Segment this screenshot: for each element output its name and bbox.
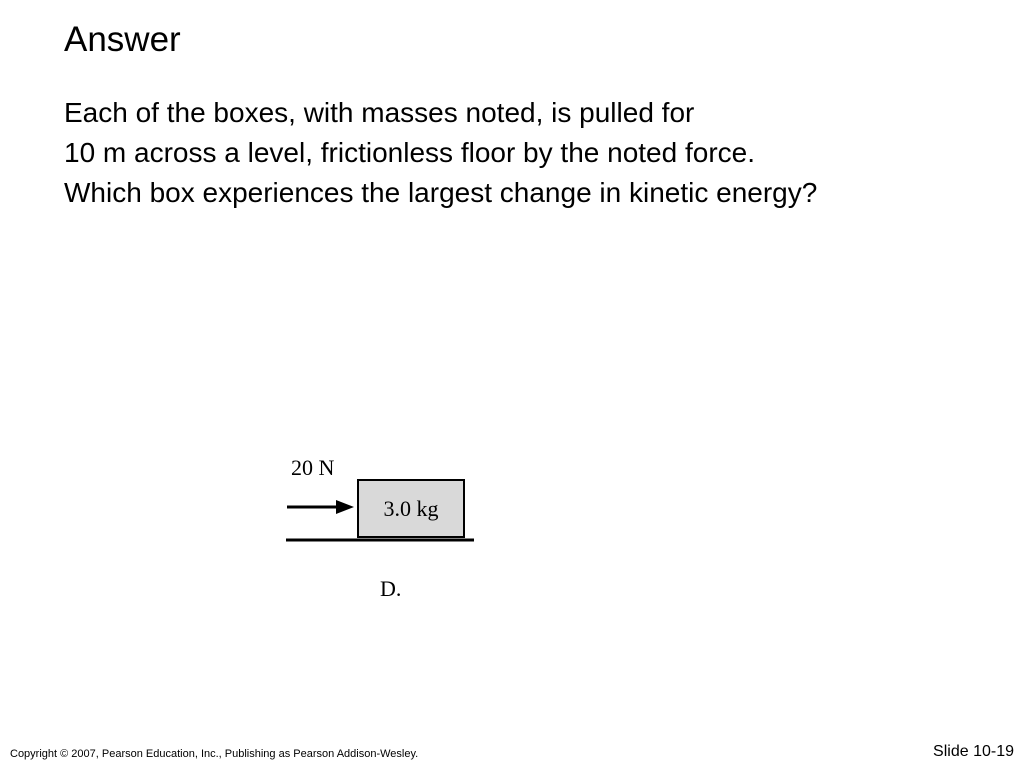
question-line: Which box experiences the largest change in kinetic energy? — [64, 177, 818, 208]
mass-box — [357, 479, 465, 538]
option-label: D. — [380, 576, 402, 601]
force-label: 20 N — [291, 455, 335, 480]
question-text — [64, 93, 817, 213]
slide-title: Answer — [64, 20, 181, 59]
box-figure — [284, 452, 480, 608]
question-line: 10 m across a level, frictionless floor by the noted force. — [64, 137, 755, 168]
slide-number: Slide 10-19 — [933, 743, 1014, 760]
copyright-notice: Copyright © 2007, Pearson Education, Inc., Publishing as Pearson Addison-Wesley. — [10, 748, 419, 760]
question-line: Each of the boxes, with masses noted, is pulled for — [64, 97, 695, 128]
force-arrow-head — [336, 500, 354, 514]
mass-label: 3.0 kg — [383, 495, 439, 521]
